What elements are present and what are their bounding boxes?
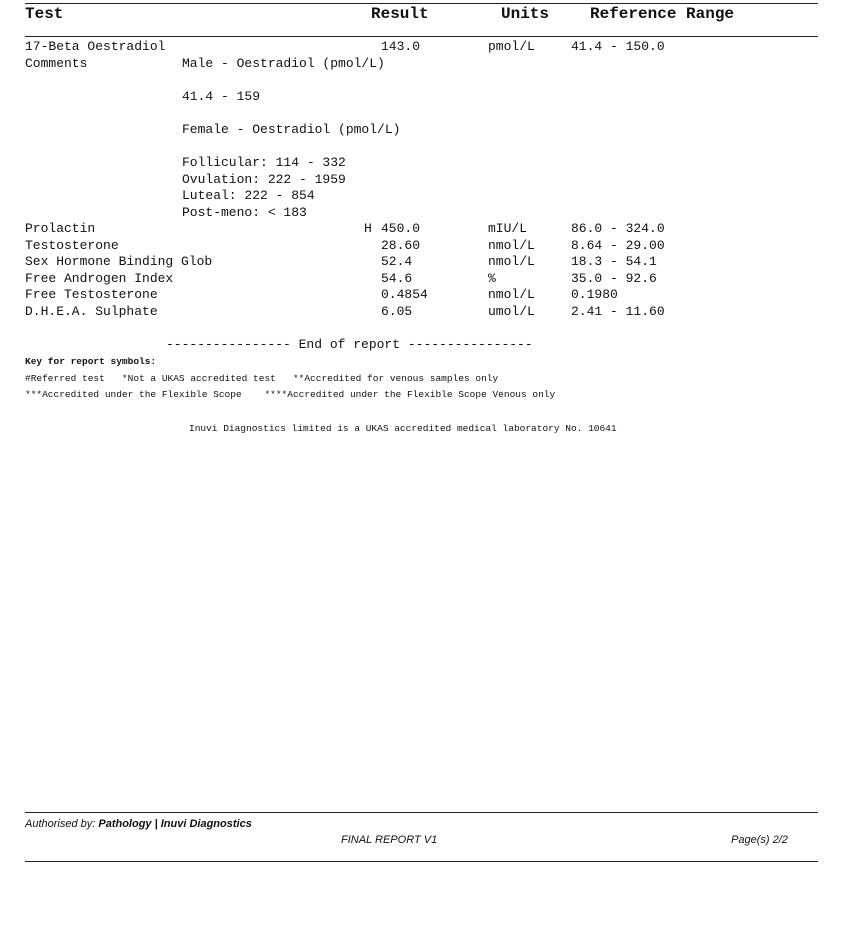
comment-line bbox=[182, 106, 400, 123]
result-value: 54.6 bbox=[381, 270, 413, 286]
units: nmol/L bbox=[488, 287, 535, 302]
comment-line bbox=[182, 139, 400, 156]
range-oestradiol: 41.4 - 150.0 bbox=[571, 39, 665, 54]
footer-top-rule bbox=[25, 812, 818, 813]
units: umol/L bbox=[488, 303, 535, 319]
reference-range: 86.0 - 324.0 bbox=[571, 221, 665, 236]
report-status: FINAL REPORT V1 bbox=[341, 834, 438, 846]
comments-label: Comments bbox=[25, 56, 88, 71]
comment-line: Post-meno: < 183 bbox=[182, 204, 307, 220]
end-of-report: ---------------- End of report ---------------- bbox=[166, 337, 533, 352]
result-value: 52.4 bbox=[381, 254, 413, 269]
result-value: 0.4854 bbox=[381, 287, 428, 302]
authorised-label: Authorised by: bbox=[25, 818, 99, 830]
result-value: 450.0 bbox=[381, 221, 421, 236]
test-name-oestradiol: 17-Beta Oestradiol bbox=[25, 39, 166, 54]
comment-line: Follicular: 114 - 332 bbox=[182, 155, 346, 170]
units: nmol/L bbox=[488, 254, 535, 269]
comment-line: Ovulation: 222 - 1959 bbox=[182, 171, 346, 187]
units: nmol/L bbox=[488, 237, 535, 253]
key-line-1: #Referred test *Not a UKAS accredited test **Accredited for venous samples only bbox=[25, 373, 499, 384]
key-title: Key for report symbols: bbox=[25, 356, 157, 367]
result-flag: H bbox=[364, 221, 372, 236]
reference-range: 2.41 - 11.60 bbox=[571, 303, 665, 319]
result-value: 6.05 bbox=[381, 303, 413, 319]
units: mIU/L bbox=[488, 221, 528, 236]
top-rule bbox=[25, 3, 818, 4]
reference-range: 0.1980 bbox=[571, 287, 618, 302]
reference-range: 8.64 - 29.00 bbox=[571, 237, 665, 253]
test-name: Free Testosterone bbox=[25, 287, 158, 302]
header-result: Result bbox=[371, 5, 429, 23]
header-units: Units bbox=[501, 5, 550, 23]
test-name: Testosterone bbox=[25, 237, 119, 253]
page-count: Page(s) 2/2 bbox=[731, 834, 788, 846]
comment-line: 41.4 - 159 bbox=[182, 89, 261, 104]
comment-line: Female - Oestradiol (pmol/L) bbox=[182, 122, 401, 137]
test-name: D.H.E.A. Sulphate bbox=[25, 303, 158, 319]
header-reference-range: Reference Range bbox=[590, 5, 735, 23]
test-name: Sex Hormone Binding Glob bbox=[25, 254, 213, 269]
header-test: Test bbox=[25, 5, 64, 23]
authorised-by bbox=[25, 818, 252, 830]
comment-line: Male - Oestradiol (pmol/L) bbox=[182, 56, 385, 71]
reference-range: 18.3 - 54.1 bbox=[571, 254, 657, 269]
key-line-2: ***Accredited under the Flexible Scope ****Accredited under the Flexible Scope Venous only bbox=[25, 389, 556, 400]
result-oestradiol: 143.0 bbox=[381, 39, 421, 54]
reference-range: 35.0 - 92.6 bbox=[571, 270, 657, 286]
comment-line bbox=[182, 73, 400, 90]
units: % bbox=[488, 270, 496, 286]
units-oestradiol: pmol/L bbox=[488, 39, 535, 54]
result-value: 28.60 bbox=[381, 237, 421, 253]
authorised-by-value: Pathology | Inuvi Diagnostics bbox=[98, 818, 252, 830]
comments-block bbox=[182, 56, 400, 221]
comment-line: Luteal: 222 - 854 bbox=[182, 188, 315, 203]
test-name: Free Androgen Index bbox=[25, 270, 174, 286]
test-name: Prolactin bbox=[25, 221, 96, 236]
footer-bottom-rule bbox=[25, 861, 818, 862]
accreditation-note: Inuvi Diagnostics limited is a UKAS accredited medical laboratory No. 10641 bbox=[189, 423, 617, 434]
header-rule bbox=[25, 36, 818, 37]
